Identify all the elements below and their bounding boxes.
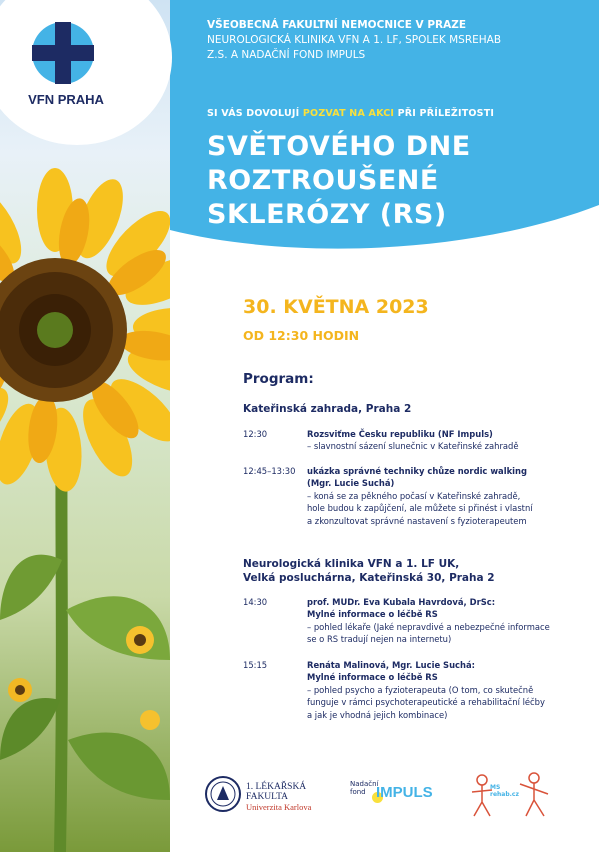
item-line: se o RS tradují nejen na internetu) [307, 634, 452, 645]
item-line: – koná se za pěkného počasí v Kateřinské zahradě, [307, 490, 521, 501]
item-line: a jak je vhodná jejich kombinace) [307, 709, 448, 720]
venue-1: Kateřinská zahrada, Praha 2 [243, 403, 412, 415]
msrehab-logo [468, 770, 558, 824]
item-title: Renáta Malinová, Mgr. Lucie Suchá: [307, 660, 475, 670]
item-title: Rozsviťme Česku republiku (NF Impuls) [307, 429, 493, 439]
event-time: OD 12:30 HODIN [243, 328, 360, 343]
event-date: 30. KVĚTNA 2023 [243, 296, 429, 318]
invite-highlight: POZVAT NA AKCI [302, 108, 395, 119]
lf-logo-text [246, 782, 311, 812]
impuls-small-1: Nadační [350, 780, 379, 788]
item-line: funguje v rámci psychoterapeutické a rehabilitační léčby [307, 697, 545, 708]
program-item [243, 465, 588, 529]
org-line-1: VŠEOBECNÁ FAKULTNÍ NEMOCNICE V PRAZE [207, 19, 467, 31]
item-title-2: Mylné informace o léčbě RS [307, 609, 438, 620]
item-title-2: Mylné informace o léčbě RS [307, 672, 438, 683]
invite-pre: SI VÁS DOVOLUJÍ [207, 108, 303, 119]
item-line: – pohled psycho a fyzioterapeuta (O tom, co skutečně [307, 684, 534, 695]
item-line: hole budou k zapůjčení, ale můžete si přinést i vlastní [307, 503, 533, 514]
invitation-line [207, 108, 587, 119]
title-line-2: ROZTROUŠENÉ [207, 165, 439, 196]
invite-post: PŘI PŘÍLEŽITOSTI [394, 108, 495, 119]
msrehab-text: MS rehab.cz [490, 784, 519, 798]
event-title [207, 130, 587, 232]
impuls-logo [350, 780, 433, 801]
item-line: a zkonzultovat správné nastavení s fyzioterapeutem [307, 515, 527, 526]
item-title: prof. MUDr. Eva Kubala Havrdová, DrSc: [307, 597, 496, 607]
org-line-3: Z.S. A NADAČNÍ FOND IMPULS [207, 49, 366, 61]
item-line: – slavnostní sázení slunečnic v Kateřinské zahradě [307, 441, 519, 452]
item-time: 12:30 [243, 429, 268, 439]
item-time: 15:15 [243, 660, 268, 670]
program-item [243, 659, 588, 723]
item-time: 14:30 [243, 597, 268, 607]
item-title: ukázka správné techniky chůze nordic walking [307, 466, 527, 476]
program-item [243, 596, 588, 648]
item-title-2: (Mgr. Lucie Suchá) [307, 478, 395, 489]
program-item [243, 428, 588, 454]
lf-line-2: FAKULTA [246, 792, 288, 802]
venue-2 [243, 557, 583, 585]
lf-seal-icon [205, 776, 241, 812]
lf-line-1: 1. LÉKAŘSKÁ [246, 782, 307, 792]
impuls-big: IMPULS [376, 784, 433, 801]
impuls-small-2: fond [350, 788, 366, 796]
logo-text: VFN PRAHA [28, 92, 104, 107]
org-line-2: NEUROLOGICKÁ KLINIKA VFN A 1. LF, SPOLEK MSREHAB [207, 34, 502, 46]
venue-2-line-2: Velká posluchárna, Kateřinská 30, Praha 2 [243, 572, 495, 584]
title-line-1: SVĚTOVÉHO DNE [207, 131, 471, 162]
title-line-3: SKLERÓZY (RS) [207, 199, 447, 230]
organizers [207, 18, 587, 63]
lf-line-3: Univerzita Karlova [246, 802, 312, 812]
item-time: 12:45–13:30 [243, 466, 296, 476]
vfn-cross-icon [28, 18, 98, 88]
program-heading: Program: [243, 371, 314, 387]
venue-2-line-1: Neurologická klinika VFN a 1. LF UK, [243, 558, 460, 570]
item-line: – pohled lékaře (Jaké nepravdivé a nebezpečné informace [307, 621, 550, 632]
